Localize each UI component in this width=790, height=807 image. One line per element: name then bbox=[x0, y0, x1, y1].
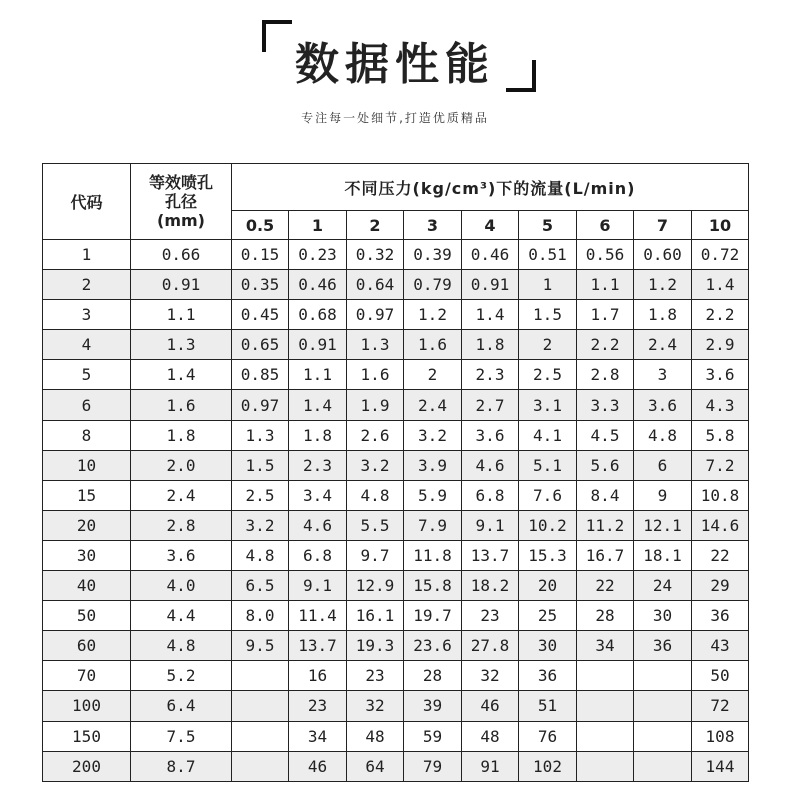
cell-code: 50 bbox=[43, 601, 131, 631]
cell-flow: 2.4 bbox=[634, 330, 692, 360]
title-block bbox=[0, 0, 790, 150]
cell-flow: 59 bbox=[404, 721, 462, 751]
cell-flow: 1.5 bbox=[519, 300, 577, 330]
cell-flow: 3.2 bbox=[347, 450, 404, 480]
cell-flow: 36 bbox=[634, 631, 692, 661]
table-row bbox=[43, 631, 749, 661]
cell-flow: 48 bbox=[347, 721, 404, 751]
header-pressure: 6 bbox=[577, 211, 634, 240]
cell-flow bbox=[232, 661, 289, 691]
cell-flow: 11.8 bbox=[404, 540, 462, 570]
cell-flow: 11.4 bbox=[289, 601, 347, 631]
cell-flow: 3 bbox=[634, 360, 692, 390]
table-row bbox=[43, 721, 749, 751]
cell-flow: 15.8 bbox=[404, 571, 462, 601]
cell-flow bbox=[634, 721, 692, 751]
table-row bbox=[43, 751, 749, 781]
cell-flow: 0.79 bbox=[404, 270, 462, 300]
cell-flow: 64 bbox=[347, 751, 404, 781]
cell-code: 1 bbox=[43, 240, 131, 270]
page-title: 数据性能 bbox=[295, 39, 495, 90]
corner-bracket-bottom-right bbox=[506, 60, 536, 92]
cell-flow: 32 bbox=[462, 661, 519, 691]
cell-flow: 0.39 bbox=[404, 240, 462, 270]
cell-flow: 0.64 bbox=[347, 270, 404, 300]
cell-flow: 1.2 bbox=[634, 270, 692, 300]
cell-flow: 0.15 bbox=[232, 240, 289, 270]
cell-flow: 4.6 bbox=[462, 450, 519, 480]
cell-flow: 15.3 bbox=[519, 540, 577, 570]
cell-flow: 11.2 bbox=[577, 510, 634, 540]
cell-code: 8 bbox=[43, 420, 131, 450]
cell-flow: 3.2 bbox=[404, 420, 462, 450]
cell-flow: 2.4 bbox=[404, 390, 462, 420]
cell-flow: 0.72 bbox=[692, 240, 749, 270]
cell-diameter: 2.8 bbox=[131, 510, 232, 540]
cell-flow: 3.6 bbox=[634, 390, 692, 420]
cell-diameter: 1.8 bbox=[131, 420, 232, 450]
cell-flow: 3.1 bbox=[519, 390, 577, 420]
cell-code: 200 bbox=[43, 751, 131, 781]
cell-flow: 19.7 bbox=[404, 601, 462, 631]
table-row bbox=[43, 510, 749, 540]
cell-flow: 108 bbox=[692, 721, 749, 751]
table-row bbox=[43, 450, 749, 480]
header-pressure: 7 bbox=[634, 211, 692, 240]
cell-code: 30 bbox=[43, 540, 131, 570]
cell-flow: 0.23 bbox=[289, 240, 347, 270]
cell-flow: 4.6 bbox=[289, 510, 347, 540]
cell-flow: 2.3 bbox=[462, 360, 519, 390]
header-diameter-unit: (mm) bbox=[157, 211, 205, 230]
cell-flow: 13.7 bbox=[289, 631, 347, 661]
cell-flow bbox=[577, 661, 634, 691]
cell-flow: 18.1 bbox=[634, 540, 692, 570]
cell-flow bbox=[232, 691, 289, 721]
cell-flow bbox=[634, 661, 692, 691]
cell-flow bbox=[577, 691, 634, 721]
cell-flow: 2 bbox=[404, 360, 462, 390]
cell-flow: 1.4 bbox=[692, 270, 749, 300]
cell-flow: 0.56 bbox=[577, 240, 634, 270]
cell-code: 70 bbox=[43, 661, 131, 691]
cell-flow: 34 bbox=[577, 631, 634, 661]
cell-flow: 0.65 bbox=[232, 330, 289, 360]
cell-flow: 19.3 bbox=[347, 631, 404, 661]
cell-flow: 27.8 bbox=[462, 631, 519, 661]
cell-flow: 9.7 bbox=[347, 540, 404, 570]
cell-flow: 2.7 bbox=[462, 390, 519, 420]
cell-flow: 29 bbox=[692, 571, 749, 601]
cell-flow: 25 bbox=[519, 601, 577, 631]
cell-flow: 7.9 bbox=[404, 510, 462, 540]
cell-diameter: 5.2 bbox=[131, 661, 232, 691]
cell-flow: 46 bbox=[289, 751, 347, 781]
cell-flow: 0.51 bbox=[519, 240, 577, 270]
cell-flow: 3.4 bbox=[289, 480, 347, 510]
cell-flow: 1.4 bbox=[289, 390, 347, 420]
header-diameter-line2: 孔径 bbox=[164, 192, 197, 211]
cell-flow: 0.97 bbox=[232, 390, 289, 420]
cell-flow: 39 bbox=[404, 691, 462, 721]
cell-flow: 1.1 bbox=[289, 360, 347, 390]
cell-diameter: 1.6 bbox=[131, 390, 232, 420]
cell-flow: 0.91 bbox=[289, 330, 347, 360]
cell-flow: 1.8 bbox=[289, 420, 347, 450]
table-row bbox=[43, 420, 749, 450]
cell-flow: 36 bbox=[692, 601, 749, 631]
cell-flow: 0.97 bbox=[347, 300, 404, 330]
cell-flow: 12.1 bbox=[634, 510, 692, 540]
cell-diameter: 2.0 bbox=[131, 450, 232, 480]
cell-flow: 16.7 bbox=[577, 540, 634, 570]
cell-flow: 9 bbox=[634, 480, 692, 510]
cell-diameter: 0.66 bbox=[131, 240, 232, 270]
cell-flow: 30 bbox=[519, 631, 577, 661]
cell-flow: 1.8 bbox=[634, 300, 692, 330]
header-pressure: 4 bbox=[462, 211, 519, 240]
cell-flow: 1.4 bbox=[462, 300, 519, 330]
cell-flow: 34 bbox=[289, 721, 347, 751]
cell-flow: 23.6 bbox=[404, 631, 462, 661]
cell-flow: 24 bbox=[634, 571, 692, 601]
cell-flow: 2.3 bbox=[289, 450, 347, 480]
cell-flow: 4.3 bbox=[692, 390, 749, 420]
cell-flow: 22 bbox=[577, 571, 634, 601]
cell-flow: 102 bbox=[519, 751, 577, 781]
header-pressure: 5 bbox=[519, 211, 577, 240]
cell-flow: 16.1 bbox=[347, 601, 404, 631]
cell-flow: 8.4 bbox=[577, 480, 634, 510]
cell-flow: 2 bbox=[519, 330, 577, 360]
cell-flow: 1.9 bbox=[347, 390, 404, 420]
flow-rate-table bbox=[42, 163, 749, 782]
cell-flow: 23 bbox=[347, 661, 404, 691]
cell-flow: 14.6 bbox=[692, 510, 749, 540]
cell-flow: 4.8 bbox=[232, 540, 289, 570]
cell-flow: 0.91 bbox=[462, 270, 519, 300]
cell-diameter: 6.4 bbox=[131, 691, 232, 721]
cell-diameter: 4.8 bbox=[131, 631, 232, 661]
cell-flow: 3.2 bbox=[232, 510, 289, 540]
cell-flow: 4.1 bbox=[519, 420, 577, 450]
cell-flow: 2.5 bbox=[232, 480, 289, 510]
cell-flow: 5.6 bbox=[577, 450, 634, 480]
cell-flow: 0.46 bbox=[289, 270, 347, 300]
cell-flow: 10.8 bbox=[692, 480, 749, 510]
cell-flow: 20 bbox=[519, 571, 577, 601]
cell-flow: 23 bbox=[289, 691, 347, 721]
cell-flow: 2.6 bbox=[347, 420, 404, 450]
table-row bbox=[43, 661, 749, 691]
cell-flow: 76 bbox=[519, 721, 577, 751]
cell-flow: 1.3 bbox=[347, 330, 404, 360]
cell-flow: 1.1 bbox=[577, 270, 634, 300]
cell-flow: 7.2 bbox=[692, 450, 749, 480]
cell-flow bbox=[577, 751, 634, 781]
cell-code: 100 bbox=[43, 691, 131, 721]
cell-flow: 7.6 bbox=[519, 480, 577, 510]
cell-flow: 0.60 bbox=[634, 240, 692, 270]
cell-flow: 5.8 bbox=[692, 420, 749, 450]
cell-flow bbox=[577, 721, 634, 751]
cell-flow: 91 bbox=[462, 751, 519, 781]
cell-flow: 48 bbox=[462, 721, 519, 751]
cell-code: 15 bbox=[43, 480, 131, 510]
cell-diameter: 1.4 bbox=[131, 360, 232, 390]
cell-flow: 0.68 bbox=[289, 300, 347, 330]
table-row bbox=[43, 270, 749, 300]
header-diameter bbox=[131, 164, 232, 240]
table-row bbox=[43, 480, 749, 510]
table-row bbox=[43, 691, 749, 721]
cell-flow: 3.9 bbox=[404, 450, 462, 480]
cell-flow: 3.3 bbox=[577, 390, 634, 420]
cell-flow: 0.32 bbox=[347, 240, 404, 270]
table-row bbox=[43, 540, 749, 570]
header-pressure: 1 bbox=[289, 211, 347, 240]
cell-flow: 5.9 bbox=[404, 480, 462, 510]
header-pressure: 3 bbox=[404, 211, 462, 240]
table-row bbox=[43, 360, 749, 390]
cell-diameter: 7.5 bbox=[131, 721, 232, 751]
cell-flow: 1.5 bbox=[232, 450, 289, 480]
cell-flow: 9.1 bbox=[462, 510, 519, 540]
cell-diameter: 1.1 bbox=[131, 300, 232, 330]
cell-flow: 10.2 bbox=[519, 510, 577, 540]
cell-code: 2 bbox=[43, 270, 131, 300]
table-row bbox=[43, 571, 749, 601]
cell-flow: 5.1 bbox=[519, 450, 577, 480]
header-pressure: 10 bbox=[692, 211, 749, 240]
cell-code: 5 bbox=[43, 360, 131, 390]
header-pressure: 0.5 bbox=[232, 211, 289, 240]
cell-diameter: 2.4 bbox=[131, 480, 232, 510]
cell-flow: 46 bbox=[462, 691, 519, 721]
cell-flow: 3.6 bbox=[692, 360, 749, 390]
header-code: 代码 bbox=[43, 164, 131, 240]
cell-flow: 2.8 bbox=[577, 360, 634, 390]
cell-flow: 5.5 bbox=[347, 510, 404, 540]
cell-flow: 6.5 bbox=[232, 571, 289, 601]
cell-code: 6 bbox=[43, 390, 131, 420]
cell-diameter: 1.3 bbox=[131, 330, 232, 360]
cell-flow bbox=[232, 751, 289, 781]
cell-flow: 0.46 bbox=[462, 240, 519, 270]
cell-diameter: 0.91 bbox=[131, 270, 232, 300]
cell-code: 3 bbox=[43, 300, 131, 330]
cell-flow: 2.5 bbox=[519, 360, 577, 390]
table-row bbox=[43, 390, 749, 420]
cell-diameter: 3.6 bbox=[131, 540, 232, 570]
cell-diameter: 8.7 bbox=[131, 751, 232, 781]
cell-flow: 4.8 bbox=[347, 480, 404, 510]
cell-flow: 22 bbox=[692, 540, 749, 570]
cell-flow: 32 bbox=[347, 691, 404, 721]
cell-flow: 72 bbox=[692, 691, 749, 721]
cell-flow: 51 bbox=[519, 691, 577, 721]
cell-code: 40 bbox=[43, 571, 131, 601]
cell-flow: 36 bbox=[519, 661, 577, 691]
header-diameter-line1: 等效喷孔 bbox=[148, 173, 213, 192]
cell-flow: 9.1 bbox=[289, 571, 347, 601]
cell-flow: 8.0 bbox=[232, 601, 289, 631]
cell-flow: 1 bbox=[519, 270, 577, 300]
cell-code: 60 bbox=[43, 631, 131, 661]
header-pressure: 2 bbox=[347, 211, 404, 240]
cell-flow: 28 bbox=[577, 601, 634, 631]
cell-flow: 43 bbox=[692, 631, 749, 661]
cell-flow: 50 bbox=[692, 661, 749, 691]
table-row bbox=[43, 601, 749, 631]
cell-flow: 28 bbox=[404, 661, 462, 691]
cell-flow: 1.6 bbox=[404, 330, 462, 360]
cell-flow: 30 bbox=[634, 601, 692, 631]
table-row bbox=[43, 300, 749, 330]
cell-flow: 16 bbox=[289, 661, 347, 691]
table-row bbox=[43, 240, 749, 270]
cell-flow: 23 bbox=[462, 601, 519, 631]
cell-code: 4 bbox=[43, 330, 131, 360]
cell-flow: 3.6 bbox=[462, 420, 519, 450]
cell-flow: 1.8 bbox=[462, 330, 519, 360]
cell-flow: 6.8 bbox=[289, 540, 347, 570]
cell-flow bbox=[634, 691, 692, 721]
page-subtitle: 专注每一处细节,打造优质精品 bbox=[301, 111, 489, 125]
cell-flow: 13.7 bbox=[462, 540, 519, 570]
cell-flow bbox=[634, 751, 692, 781]
cell-code: 20 bbox=[43, 510, 131, 540]
cell-flow: 2.2 bbox=[577, 330, 634, 360]
cell-flow: 2.9 bbox=[692, 330, 749, 360]
cell-flow: 0.85 bbox=[232, 360, 289, 390]
cell-flow: 4.8 bbox=[634, 420, 692, 450]
cell-flow: 12.9 bbox=[347, 571, 404, 601]
cell-flow: 4.5 bbox=[577, 420, 634, 450]
cell-diameter: 4.4 bbox=[131, 601, 232, 631]
cell-flow: 1.2 bbox=[404, 300, 462, 330]
cell-flow: 9.5 bbox=[232, 631, 289, 661]
cell-flow: 1.6 bbox=[347, 360, 404, 390]
cell-code: 150 bbox=[43, 721, 131, 751]
table-row bbox=[43, 330, 749, 360]
cell-flow: 0.45 bbox=[232, 300, 289, 330]
cell-flow: 1.3 bbox=[232, 420, 289, 450]
cell-flow bbox=[232, 721, 289, 751]
cell-flow: 1.7 bbox=[577, 300, 634, 330]
cell-flow: 6 bbox=[634, 450, 692, 480]
cell-flow: 144 bbox=[692, 751, 749, 781]
cell-flow: 6.8 bbox=[462, 480, 519, 510]
cell-diameter: 4.0 bbox=[131, 571, 232, 601]
cell-flow: 2.2 bbox=[692, 300, 749, 330]
cell-flow: 18.2 bbox=[462, 571, 519, 601]
cell-flow: 79 bbox=[404, 751, 462, 781]
cell-flow: 0.35 bbox=[232, 270, 289, 300]
cell-code: 10 bbox=[43, 450, 131, 480]
header-flow-group: 不同压力(kg/cm³)下的流量(L/min) bbox=[232, 164, 749, 211]
